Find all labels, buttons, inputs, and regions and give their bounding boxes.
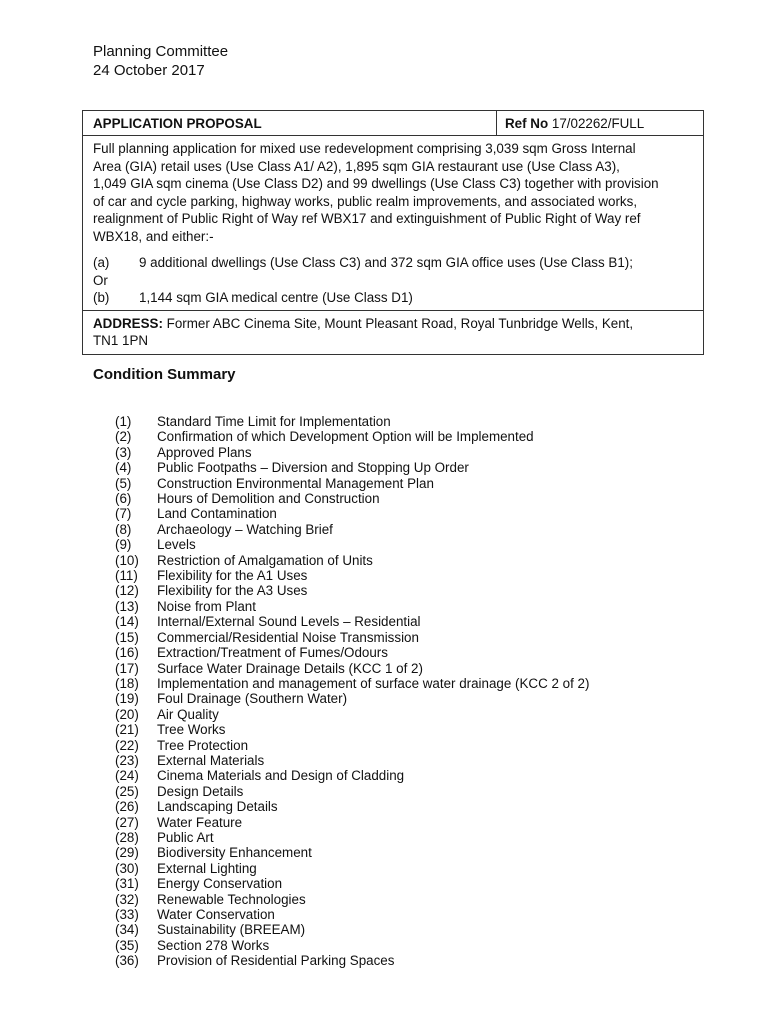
condition-text: Water Feature (157, 814, 243, 830)
condition-text: Cinema Materials and Design of Cladding (157, 768, 405, 784)
proposal-header-row (83, 111, 703, 136)
condition-text: Public Art (157, 829, 214, 845)
condition-text: Tree Works (157, 722, 226, 738)
condition-number: (32) (115, 891, 139, 907)
condition-number: (20) (115, 706, 139, 722)
condition-text: Levels (157, 537, 196, 553)
meeting-date: 24 October 2017 (93, 62, 205, 79)
condition-item (115, 845, 589, 860)
condition-number: (28) (115, 829, 139, 845)
condition-text: Surface Water Drainage Details (KCC 1 of 2) (157, 660, 423, 676)
condition-number: (16) (115, 645, 139, 661)
condition-item (115, 876, 589, 891)
condition-number: (31) (115, 876, 139, 892)
condition-number: (8) (115, 521, 132, 537)
condition-text: Air Quality (157, 706, 219, 722)
condition-item (115, 768, 589, 783)
proposal-title: APPLICATION PROPOSAL (83, 111, 497, 135)
condition-item (115, 907, 589, 922)
condition-text: Noise from Plant (157, 598, 256, 614)
condition-item (115, 537, 589, 552)
condition-item (115, 460, 589, 475)
condition-number: (25) (115, 783, 139, 799)
address-line-2: TN1 1PN (93, 333, 149, 348)
condition-number: (30) (115, 860, 139, 876)
condition-item (115, 676, 589, 691)
condition-item (115, 722, 589, 737)
condition-item (115, 707, 589, 722)
condition-item (115, 445, 589, 460)
condition-number: (35) (115, 937, 139, 953)
condition-item (115, 491, 589, 506)
condition-text: Internal/External Sound Levels – Residential (157, 614, 421, 630)
condition-number: (29) (115, 845, 139, 861)
option-b-label: (b) (93, 290, 110, 305)
address-label: ADDRESS: (93, 315, 163, 331)
committee-name: Planning Committee (93, 43, 229, 60)
condition-number: (23) (115, 752, 139, 768)
condition-item (115, 830, 589, 845)
condition-item (115, 691, 589, 706)
condition-number: (7) (115, 506, 132, 522)
option-a-text: 9 additional dwellings (Use Class C3) and 372 sqm GIA office uses (Use Class B1); (139, 255, 633, 270)
condition-number: (13) (115, 598, 139, 614)
application-proposal-table (82, 110, 704, 355)
condition-number: (36) (115, 953, 139, 969)
condition-text: External Materials (157, 752, 265, 768)
address-cell (83, 311, 703, 354)
condition-number: (21) (115, 722, 139, 738)
condition-number: (5) (115, 475, 132, 491)
condition-number: (14) (115, 614, 139, 630)
condition-text: Land Contamination (157, 506, 277, 522)
condition-text: External Lighting (157, 860, 257, 876)
condition-item (115, 476, 589, 491)
condition-text: Sustainability (BREEAM) (157, 922, 306, 938)
condition-text: Design Details (157, 783, 244, 799)
address-line-1: Former ABC Cinema Site, Mount Pleasant Road, Royal Tunbridge Wells, Kent, (166, 315, 634, 331)
condition-text: Provision of Residential Parking Spaces (157, 953, 395, 969)
proposal-description (83, 136, 703, 311)
condition-text: Tree Protection (157, 737, 249, 753)
condition-number: (22) (115, 737, 139, 753)
condition-text: Hours of Demolition and Construction (157, 491, 380, 507)
option-a (93, 254, 693, 272)
option-a-label: (a) (93, 255, 110, 270)
condition-number: (4) (115, 460, 132, 476)
option-b (93, 289, 693, 307)
condition-item (115, 630, 589, 645)
condition-number: (3) (115, 444, 132, 460)
document-header (93, 42, 228, 80)
condition-number: (18) (115, 675, 139, 691)
condition-text: Approved Plans (157, 444, 252, 460)
condition-text: Implementation and management of surface water drainage (KCC 2 of 2) (157, 675, 590, 691)
condition-number: (27) (115, 814, 139, 830)
condition-number: (6) (115, 491, 132, 507)
condition-number: (2) (115, 429, 132, 445)
condition-number: (11) (115, 568, 138, 584)
condition-item (115, 938, 589, 953)
condition-item (115, 753, 589, 768)
condition-item (115, 738, 589, 753)
description-line: of car and cycle parking, highway works, public realm improvements, and associated works, (93, 193, 638, 209)
condition-number: (12) (115, 583, 139, 599)
condition-summary-heading: Condition Summary (93, 366, 236, 383)
condition-item (115, 784, 589, 799)
description-line: Full planning application for mixed use redevelopment comprising 3,039 sqm Gross Internal (93, 141, 636, 156)
condition-text: Confirmation of which Development Option will be Implemented (157, 429, 534, 445)
condition-item (115, 799, 589, 814)
description-line: Area (GIA) retail uses (Use Class A1/ A2), 1,895 sqm GIA restaurant use (Use Class A3), (93, 158, 620, 174)
condition-item (115, 922, 589, 937)
condition-item (115, 892, 589, 907)
condition-text: Foul Drainage (Southern Water) (157, 691, 348, 707)
condition-item (115, 522, 589, 537)
condition-text: Section 278 Works (157, 937, 270, 953)
description-line: WBX18, and either:- (93, 228, 214, 244)
condition-item (115, 614, 589, 629)
condition-number: (15) (115, 629, 139, 645)
condition-item (115, 815, 589, 830)
condition-item (115, 599, 589, 614)
condition-text: Water Conservation (157, 907, 275, 922)
condition-text: Standard Time Limit for Implementation (157, 414, 391, 429)
condition-number: (34) (115, 922, 139, 938)
condition-number: (26) (115, 799, 139, 815)
condition-item (115, 953, 589, 968)
condition-number: (10) (115, 552, 139, 568)
condition-item (115, 645, 589, 660)
condition-item (115, 553, 589, 568)
condition-item (115, 414, 589, 429)
condition-text: Flexibility for the A1 Uses (157, 568, 308, 584)
condition-text: Flexibility for the A3 Uses (157, 583, 308, 599)
condition-number: (19) (115, 691, 139, 707)
condition-number: (1) (115, 414, 132, 429)
condition-text: Public Footpaths – Diversion and Stopping Up Order (157, 460, 469, 476)
condition-number: (9) (115, 537, 132, 553)
condition-text: Archaeology – Watching Brief (157, 521, 333, 537)
option-b-text: 1,144 sqm GIA medical centre (Use Class D1) (139, 290, 413, 305)
condition-text: Commercial/Residential Noise Transmission (157, 629, 419, 645)
condition-text: Restriction of Amalgamation of Units (157, 552, 373, 568)
condition-number: (33) (115, 907, 139, 922)
condition-text: Biodiversity Enhancement (157, 845, 312, 861)
condition-text: Renewable Technologies (157, 891, 306, 907)
condition-text: Construction Environmental Management Plan (157, 475, 434, 491)
or-text: Or (93, 272, 108, 288)
reference-cell (497, 111, 703, 135)
condition-text: Landscaping Details (157, 799, 278, 815)
condition-item (115, 429, 589, 444)
condition-text: Energy Conservation (157, 876, 283, 892)
ref-value: 17/02262/FULL (551, 116, 645, 131)
condition-number: (17) (115, 660, 139, 676)
condition-item (115, 583, 589, 598)
condition-item (115, 568, 589, 583)
condition-item (115, 861, 589, 876)
ref-label: Ref No (505, 116, 549, 131)
condition-item (115, 506, 589, 521)
description-line: realignment of Public Right of Way ref WBX17 and extinguishment of Public Right of Way ref (93, 211, 641, 226)
condition-item (115, 661, 589, 676)
condition-number: (24) (115, 768, 139, 784)
condition-text: Extraction/Treatment of Fumes/Odours (157, 645, 388, 661)
description-line: 1,049 GIA sqm cinema (Use Class D2) and 99 dwellings (Use Class C3) together with provision (93, 176, 659, 191)
condition-list (115, 414, 589, 969)
